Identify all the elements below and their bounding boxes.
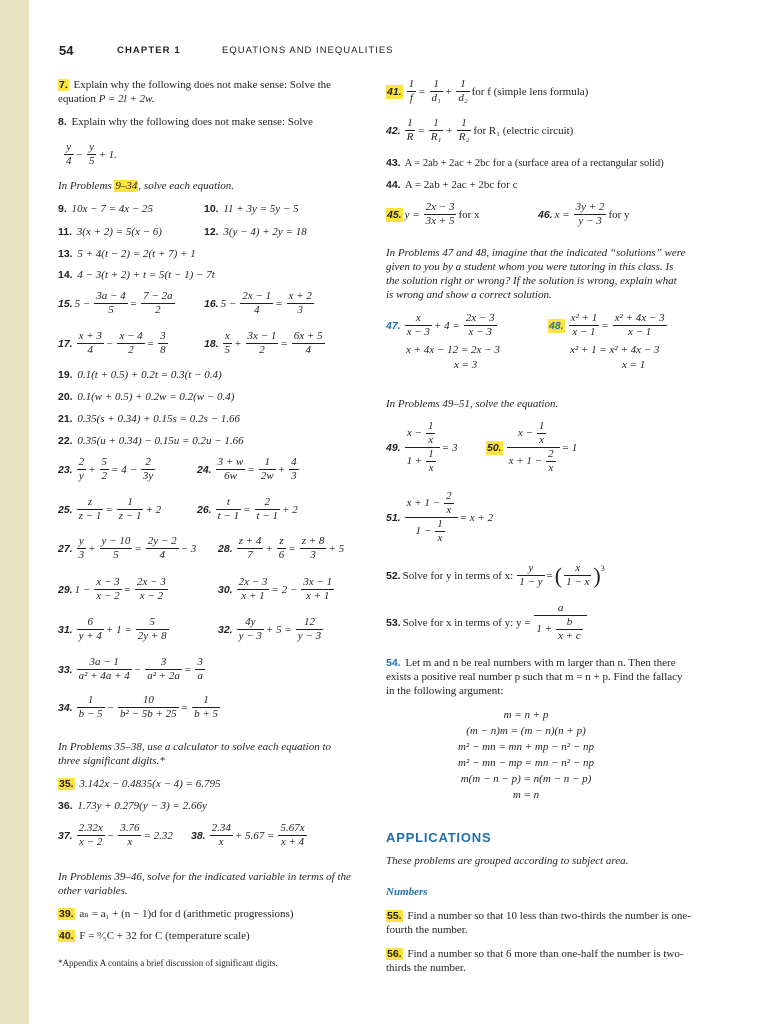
problem-11: 11. 3(x + 2) = 5(x − 6): [58, 226, 162, 238]
derivation-line: (m − n)m = (m − n)(n + p): [466, 725, 586, 737]
problem-30: 30. $\frac{2x - 3}{x + 1}$ = 2 − $\frac{3x - 1}{x + 1}$: [218, 576, 333, 602]
problem-54: 54. Let m and n be real numbers with m larger than n. Then there exists a positive real number p such that m = n + p. Find the fallacy in the following argument:: [386, 657, 683, 697]
derivation-line: m² − mn − mp = mn − n² − np: [458, 757, 594, 769]
problem-44: 44. A = 2ab + 2ac + 2bc for c: [386, 179, 518, 191]
problem-37: 37. $\frac{2.32x}{x - 2}$ − $\frac{3.76}{x}$ = 2.32: [58, 822, 173, 848]
problem-31: 31. $\frac{6}{y + 4}$ + 1 = $\frac{5}{2y + 8}$: [58, 616, 167, 642]
fallacy-derivation: [426, 707, 626, 803]
problem-45: 45. y = $\frac{2x - 3}{3x + 5}$ for x: [387, 201, 480, 227]
problem-47-step-3: x = 3: [454, 359, 478, 371]
problem-26: 26. $\frac{t}{t - 1}$ = $\frac{2}{t - 1}$ + 2: [197, 496, 298, 522]
problem-9: 9. 10x − 7 = 4x − 25: [58, 203, 154, 215]
problem-text: Explain why the following does not make sense: Solve the equation: [58, 79, 332, 105]
problem-42: 42. $\frac{1}{R}$ = $\frac{1}{\text{R₁}}$ + $\frac{1}{\text{R₂}}$ for R₁ (electric circuit): [386, 117, 574, 143]
problem-40: 40. F = ⁹⁄₅C + 32 for C (temperature scale): [59, 930, 250, 942]
problem-12: 12. 3(y − 4) + 2y = 18: [204, 226, 307, 238]
problem-36: 36. 1.73y + 0.279(y − 3) = 2.66y: [58, 800, 207, 812]
problem-28: 28. $\frac{z + 4}{7}$ + $\frac{z}{6}$ = $\frac{z + 8}{3}$ + 5: [218, 535, 345, 561]
page-header: [59, 43, 748, 59]
problem-55: 55. Find a number so that 10 less than two-thirds the number is one-fourth the number.: [386, 910, 691, 936]
margin-strip: [0, 0, 29, 1024]
page-number: 54: [59, 43, 74, 58]
instructions-49-51: In Problems 49–51, solve the equation.: [386, 398, 559, 410]
problem-46: 46. x = $\frac{3y + 2}{y - 3}$ for y: [538, 201, 630, 227]
problem-equation: P = 2l + 2w.: [98, 93, 155, 105]
problem-48: 48. $\frac{\text{x² + 1}}{x - 1}$ = $\frac{\text{x² + 4x − 3}}{x - 1}$: [549, 312, 665, 338]
problem-18: 18. $\frac{x}{5}$ + $\frac{3x - 1}{2}$ = $\frac{6x + 5}{4}$: [204, 330, 323, 356]
chapter-title: EQUATIONS AND INEQUALITIES: [222, 45, 394, 56]
problem-47: 47. $\frac{x}{x - 3}$ + 4 = $\frac{2x - 3}{x - 3}$: [386, 312, 495, 338]
instructions-35-38: In Problems 35–38, use a calculator to solve each equation to three significant digits.*: [58, 741, 332, 767]
instructions-9-34: In Problems 9–34, solve each equation.: [58, 180, 235, 192]
numbers-subheading: Numbers: [386, 886, 428, 898]
applications-subtitle: These problems are grouped according to subject area.: [386, 855, 629, 867]
problem-10: 10. 11 + 3y = 5y − 5: [204, 203, 299, 215]
problem-14: 14. 4 − 3(t + 2) + t = 5(t − 1) − 7t: [58, 269, 215, 281]
problem-27: 27. $\frac{y}{3}$ + $\frac{y - 10}{5}$ = $\frac{2y - 2}{4}$ − 3: [58, 535, 197, 561]
problem-8: [58, 115, 358, 129]
problem-51: 51. x + 1 − $\frac{2}{x}$ 1 − $\frac{1}{x}$ = x + 2: [386, 490, 494, 544]
problem-19: 19. 0.1(t + 0.5) + 0.2t = 0.3(t − 0.4): [58, 369, 222, 381]
problem-number: 8.: [58, 116, 67, 128]
derivation-line: m(m − n − p) = n(m − n − p): [460, 773, 592, 785]
problem-7: [58, 78, 358, 106]
problem-41: 41. $\frac{1}{f}$ = $\frac{1}{\text{d₁}}$ + $\frac{1}{\text{d₂}}$ for f (simple lens formula): [387, 78, 589, 104]
problem-number: 7.: [59, 79, 68, 91]
problem-56: 56. Find a number so that 6 more than one-half the number is two-thirds the number.: [386, 948, 684, 974]
problem-25: 25. $\frac{z}{z - 1}$ = $\frac{1}{z - 1}$ + 2: [58, 496, 162, 522]
applications-heading: APPLICATIONS: [386, 830, 492, 845]
derivation-line: m = n: [512, 789, 540, 801]
derivation-line: m = n + p: [503, 709, 549, 721]
problem-20: 20. 0.1(w + 0.5) + 0.2w = 0.2(w − 0.4): [58, 391, 235, 403]
problem-39: 39. aₙ = a₁ + (n − 1)d for d (arithmetic progressions): [59, 908, 294, 920]
problem-24: 24. $\frac{3 + w}{6w}$ = $\frac{1}{2w}$ + $\frac{4}{3}$: [197, 456, 297, 482]
problem-48-step-2: x² + 1 = x² + 4x − 3: [570, 344, 660, 356]
instructions-39-46: In Problems 39–46, solve for the indicated variable in terms of the other variables.: [58, 871, 351, 897]
instructions-47-48: In Problems 47 and 48, imagine that the indicated “solutions” were given to you by a student whom you were tutoring in this class. Is the solution right or wrong? If the solution is wrong, explain what is wrong and show a correct solution.: [386, 247, 686, 301]
problem-13: 13. 5 + 4(t − 2) = 2(t + 7) + 1: [58, 248, 196, 260]
problem-53: 53. Solve for x in terms of y: y = a 1 + $\frac{b}{x + c}$: [386, 602, 589, 643]
problem-15: 15. 5 − $\frac{3a - 4}{5}$ = $\frac{7 - 2a}{2}$: [58, 290, 173, 316]
problem-49: 49. x − $\frac{1}{x}$ 1 + $\frac{1}{x}$ = 3: [386, 420, 458, 474]
problem-8-equation: $\frac{y}{4}$ − $\frac{y}{5}$ + 1.: [66, 141, 117, 167]
problem-47-step-2: x + 4x − 12 = 2x − 3: [406, 344, 500, 356]
problem-33: 33. $\frac{3a - 1}{\text{a² + 4a + 4}}$ − $\frac{3}{\text{a² + 2a}}$ = $\frac{3}{a}$: [58, 656, 203, 682]
problem-29: 29. 1 − $\frac{x - 3}{x - 2}$ = $\frac{2x - 3}{x - 2}$: [58, 576, 166, 602]
problem-22: 22. 0.35(u + 0.34) − 0.15u = 0.2u − 1.66: [58, 435, 244, 447]
problem-23: 23. $\frac{2}{y}$ + $\frac{5}{2}$ = 4 − $\frac{2}{3y}$: [58, 456, 154, 482]
problem-16: 16. 5 − $\frac{2x - 1}{4}$ = $\frac{x + 2}{3}$: [204, 290, 312, 316]
problem-34: 34. $\frac{1}{b - 5}$ − $\frac{10}{\text{b² − 5b + 25}}$ = $\frac{1}{b + 5}$: [58, 694, 219, 720]
problem-21: 21. 0.35(s + 0.34) + 0.15s = 0.2s − 1.66: [58, 413, 240, 425]
chapter-label: CHAPTER 1: [117, 45, 181, 56]
footnote: *Appendix A contains a brief discussion of significant digits.: [58, 958, 278, 968]
problem-17: 17. $\frac{x + 3}{4}$ − $\frac{x - 4}{2}$ = $\frac{3}{8}$: [58, 330, 166, 356]
problem-43: 43. A = 2ab + 2ac + 2bc for a (surface area of a rectangular solid): [386, 157, 664, 169]
problem-text: Explain why the following does not make sense: Solve: [71, 116, 313, 128]
problem-32: 32. $\frac{4y}{y - 3}$ + 5 = $\frac{12}{y - 3}$: [218, 616, 322, 642]
problem-38: 38. $\frac{2.34}{x}$ + 5.67 = $\frac{5.67x}{x + 4}$: [191, 822, 305, 848]
problem-52: 52. Solve for y in terms of x: $\frac{y}{1 - y}$ = ( $\frac{x}{1 - x}$ ) $^3$: [386, 562, 605, 588]
problem-50: 50. x − $\frac{1}{x}$ x + 1 − $\frac{2}{x}$ = 1: [487, 420, 578, 474]
problem-48-step-3: x = 1: [622, 359, 646, 371]
derivation-line: m² − mn = mn + mp − n² − np: [458, 741, 594, 753]
problem-35: 35. 3.142x − 0.4835(x − 4) = 6.795: [59, 778, 221, 790]
